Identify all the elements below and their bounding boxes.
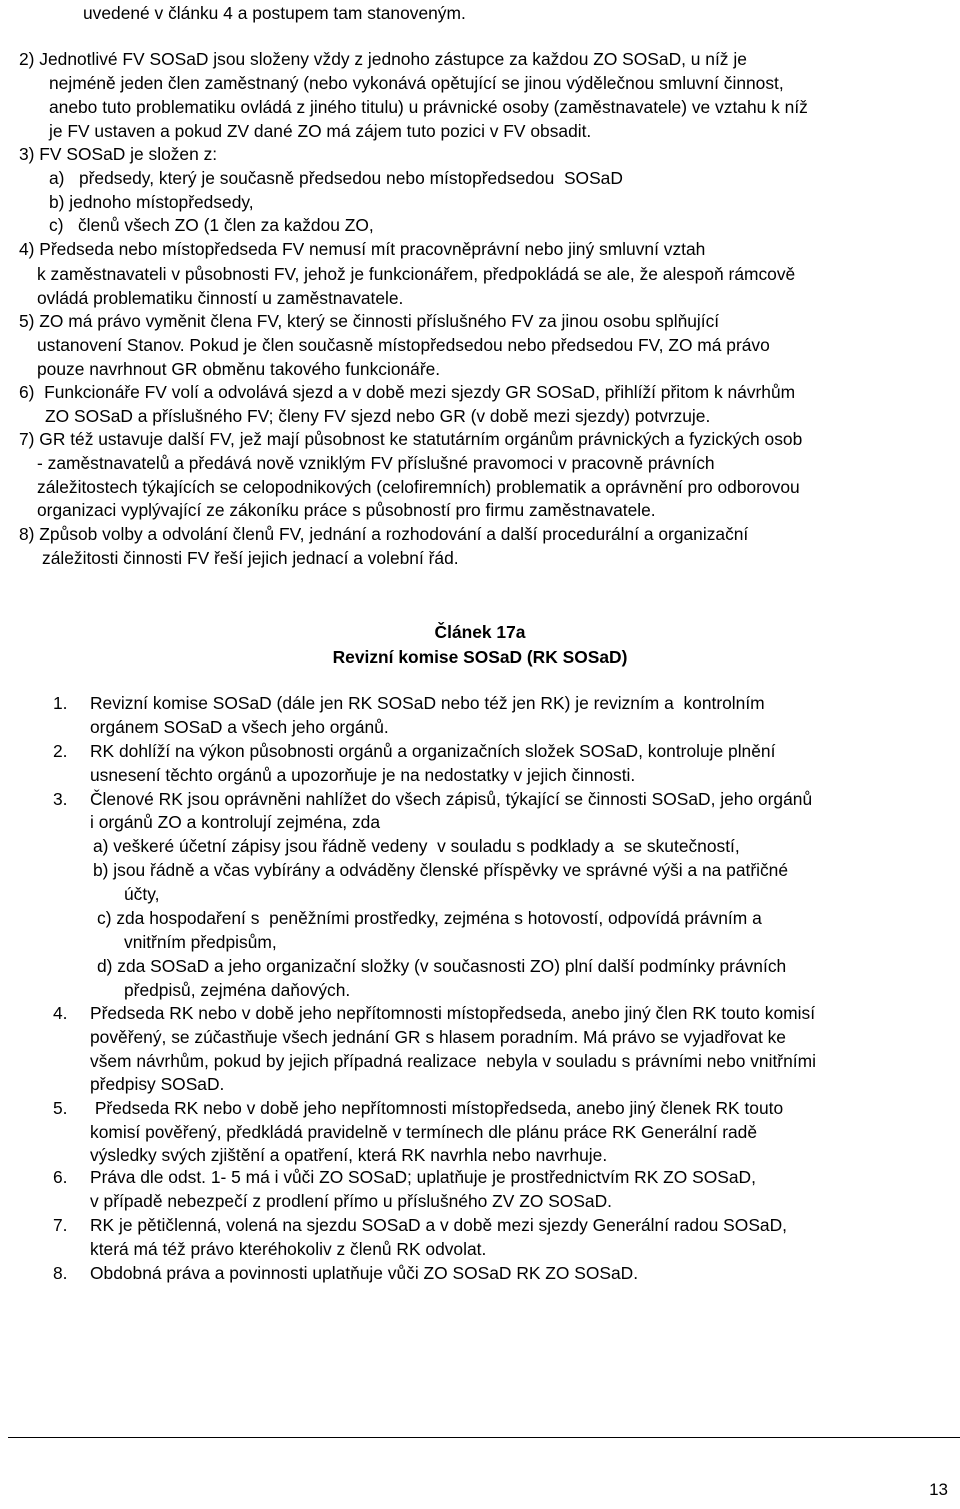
list-number: 7. [53, 1215, 68, 1235]
list-number: 6. [53, 1167, 68, 1187]
text-line: - zaměstnavatelů a předává nově vzniklým FV příslušné pravomoci v pracovně právních [37, 453, 715, 473]
text-line: pouze navrhnout GR obměnu takového funkcionáře. [37, 359, 441, 379]
sub-list-item: účty, [124, 884, 160, 904]
text-line: 8) Způsob volby a odvolání členů FV, jednání a rozhodování a další procedurální a organizační [19, 524, 749, 544]
list-item: orgánem SOSaD a všech jeho orgánů. [90, 717, 389, 737]
text-line: 4) Předseda nebo místopředseda FV nemusí mít pracovněprávní nebo jiný smluvní vztah [19, 239, 706, 259]
text-line: k zaměstnavateli v působnosti FV, jehož je funkcionářem, předpokládá se ale, že alespoň rámcově [37, 264, 796, 284]
list-item: všem návrhům, pokud by jejich případná realizace nebyla v souladu s právními nebo vnitřními [90, 1051, 816, 1071]
text-line: 3) FV SOSaD je složen z: [19, 144, 218, 164]
list-number: 4. [53, 1003, 68, 1023]
footer-divider [8, 1437, 960, 1438]
article-heading: Článek 17a [434, 622, 526, 642]
list-item: Členové RK jsou oprávněni nahlížet do všech zápisů, týkající se činnosti SOSaD, jeho orgánů [90, 789, 813, 809]
list-item: která má též právo kteréhokoliv z členů RK odvolat. [90, 1239, 487, 1259]
list-item: v případě nebezpečí z prodlení přímo u příslušného ZV ZO SOSaD. [90, 1191, 612, 1211]
text-line: 2) Jednotlivé FV SOSaD jsou složeny vždy z jednoho zástupce za každou ZO SOSaD, u níž je [19, 49, 747, 69]
sub-list-item: předpisů, zejména daňových. [124, 980, 351, 1000]
text-line: anebo tuto problematiku ovládá z jiného titulu) u právnické osoby (zaměstnavatele) ve vztahu k níž [49, 97, 808, 117]
list-item: RK je pětičlenná, volená na sjezdu SOSaD a v době mezi sjezdy Generální radou SOSaD, [90, 1215, 787, 1235]
text-line: záležitosti činnosti FV řeší jejich jednací a volební řád. [42, 548, 459, 568]
list-item: Předseda RK nebo v době jeho nepřítomnosti místopředseda, anebo jiný člen RK touto komisí [90, 1003, 816, 1023]
list-item: výsledky svých zjištění a opatření, která RK navrhla nebo navrhuje. [90, 1145, 608, 1165]
list-item: usnesení těchto orgánů a upozorňuje je na nedostatky v jejich činnosti. [90, 765, 636, 785]
article-title: Revizní komise SOSaD (RK SOSaD) [332, 647, 628, 667]
list-item: Předseda RK nebo v době jeho nepřítomnosti místopředseda, anebo jiný členek RK touto [90, 1098, 784, 1118]
list-item: pověřený, se zúčastňuje všech jednání GR s hlasem poradním. Má právo se vyjadřovat ke [90, 1027, 786, 1047]
sub-list-item: b) jsou řádně a včas vybírány a odváděny členské příspěvky ve správné výši a na patřičné [93, 860, 789, 880]
sub-list-item: vnitřním předpisům, [124, 932, 277, 952]
sub-list-item: a) veškeré účetní zápisy jsou řádně vedeny v souladu s podklady a se skutečností, [93, 836, 740, 856]
list-number: 5. [53, 1098, 68, 1118]
text-line: ZO SOSaD a příslušného FV; členy FV sjezd nebo GR (v době mezi sjezdy) potvrzuje. [45, 406, 711, 426]
text-line: 6) Funkcionáře FV volí a odvolává sjezd a v době mezi sjezdy GR SOSaD, přihlíží přitom k návrhům [19, 382, 796, 402]
list-item: Revizní komise SOSaD (dále jen RK SOSaD nebo též jen RK) je revizním a kontrolním [90, 693, 765, 713]
sub-list-item: c) zda hospodaření s peněžními prostředky, zejména s hotovostí, odpovídá právním a [97, 908, 762, 928]
text-line: 5) ZO má právo vyměnit člena FV, který se činnosti příslušného FV za jinou osobu splňující [19, 311, 720, 331]
text-line: organizaci vyplývající ze zákoníku práce s působností pro firmu zaměstnavatele. [37, 500, 656, 520]
text-line: je FV ustaven a pokud ZV dané ZO má zájem tuto pozici v FV obsadit. [49, 121, 592, 141]
list-item: Práva dle odst. 1- 5 má i vůči ZO SOSaD; uplatňuje je prostřednictvím RK ZO SOSaD, [90, 1167, 756, 1187]
text-line: a) předsedy, který je současně předsedou nebo místopředsedou SOSaD [49, 168, 623, 188]
text-line: b) jednoho místopředsedy, [49, 192, 254, 212]
text-line: c) členů všech ZO (1 člen za každou ZO, [49, 215, 374, 235]
page-number: 13 [929, 1480, 948, 1499]
text-line: 7) GR též ustavuje další FV, jež mají působnost ke statutárním orgánům právnických a fyzických osob [19, 429, 803, 449]
list-number: 3. [53, 789, 68, 809]
sub-list-item: d) zda SOSaD a jeho organizační složky (v současnosti ZO) plní další podmínky právních [97, 956, 787, 976]
text-line: uvedené v článku 4 a postupem tam stanoveným. [83, 3, 466, 23]
text-line: nejméně jeden člen zaměstnaný (nebo vykonává opětující se jinou výdělečnou smluvní činnost, [49, 73, 784, 93]
list-number: 8. [53, 1263, 68, 1283]
text-line: ovládá problematiku činností u zaměstnavatele. [37, 288, 404, 308]
list-item: komisí pověřený, předkládá pravidelně v termínech dle plánu práce RK Generální radě [90, 1122, 758, 1142]
list-number: 1. [53, 693, 68, 713]
text-line: ustanovení Stanov. Pokud je člen současně místopředsedou nebo předsedou FV, ZO má právo [37, 335, 770, 355]
list-item: Obdobná práva a povinnosti uplatňuje vůči ZO SOSaD RK ZO SOSaD. [90, 1263, 639, 1283]
list-item: RK dohlíží na výkon působnosti orgánů a organizačních složek SOSaD, kontroluje plnění [90, 741, 776, 761]
list-item: i orgánů ZO a kontrolují zejména, zda [90, 812, 380, 832]
text-line: záležitostech týkajících se celopodnikových (celofiremních) problematik a oprávnění pro odborovou [37, 477, 800, 497]
list-item: předpisy SOSaD. [90, 1074, 225, 1094]
list-number: 2. [53, 741, 68, 761]
